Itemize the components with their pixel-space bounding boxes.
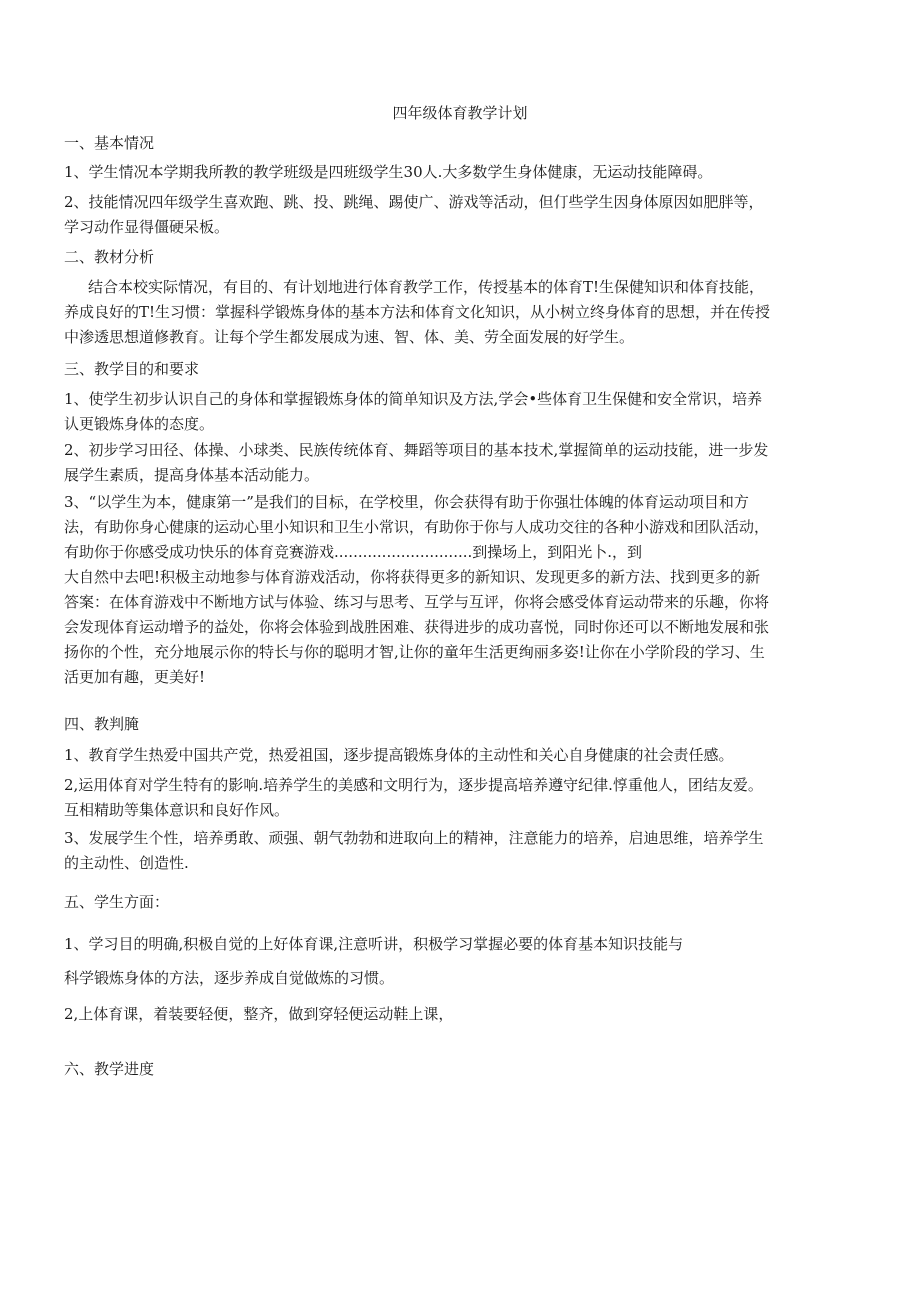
section-5-paragraph-1-line-2: 科学锻炼身体的方法，逐步养成自觉做炼的习惯。 bbox=[64, 969, 395, 987]
section-5-heading: 五、学生方面： bbox=[64, 893, 170, 911]
text-line: 互相精助等集体意识和良好作风。 bbox=[64, 801, 290, 819]
text-line: 的主动性、创造性. bbox=[64, 854, 189, 872]
text-line: 结合本校实际情况，有目的、有计划地进行体育教学工作，传授基本的体育T!生保健知识和体育技能， bbox=[88, 278, 765, 296]
section-4-paragraph-1: 1、教育学生热爱中国共产党，热爱祖国，逐步提高锻炼身体的主动性和关心自身健康的社会责任感。 bbox=[64, 746, 734, 764]
section-3-heading: 三、教学目的和要求 bbox=[64, 360, 200, 378]
section-4-paragraph-3 bbox=[64, 826, 864, 876]
text-line: 2,运用体育对学生特有的影响.培养学生的美感和文明行为，逐步提高培养遵守纪律.惇重他人，团结友爱。 bbox=[64, 776, 763, 794]
text-line: 养成良好的T!生习惯：掌握科学锻炼身体的基本方法和体育文化知识，从小树立终身体育的思想，并在传授 bbox=[64, 303, 771, 321]
text-line: 认更锻炼身体的态度。 bbox=[64, 415, 215, 433]
section-6-heading: 六、教学进度 bbox=[64, 1060, 155, 1078]
text-line: 1、使学生初步认识自己的身体和掌握锻炼身体的简单知识及方法,学会•些体育卫生保健和安全常识，培养 bbox=[64, 390, 763, 408]
text-line: 会发现体育运动增予的益处，你将会体验到战胜困难、获得进步的成功喜悦，同时你还可以不断地发展和张 bbox=[64, 618, 770, 636]
text-line: 展学生素质，提高身体基本活动能力。 bbox=[64, 466, 320, 484]
section-1-heading: 一、基本情况 bbox=[64, 134, 155, 152]
text-line: 学习动作显得僵硬呆板。 bbox=[64, 218, 230, 236]
section-4-heading: 四、教判腌 bbox=[64, 715, 140, 733]
section-2-paragraph bbox=[64, 275, 864, 350]
text-line: 活更加有趣，更美好! bbox=[64, 668, 206, 686]
section-5-paragraph-1-line-1: 1、学习目的明确,积极自觉的上好体育课,注意听讲，积极学习掌握必要的体育基本知识技能与 bbox=[64, 935, 684, 953]
text-line: 法，有助你身心健康的运动心里小知识和卫生小常识，有助你于你与人成功交往的各种小游戏和团队活动， bbox=[64, 518, 770, 536]
text-line: 有助你于你感受成功快乐的体育竞赛游戏.............................到操场上，到阳光卜.，到 bbox=[64, 543, 643, 561]
section-3-paragraph-1 bbox=[64, 387, 864, 437]
section-1-paragraph-2 bbox=[64, 190, 864, 240]
section-3-paragraph-3 bbox=[64, 490, 864, 690]
section-2-heading: 二、教材分析 bbox=[64, 248, 155, 266]
text-line: 3、“以学生为本，健康第一”是我们的目标，在学校里，你会获得有助于你强壮体魄的体育运动项目和方 bbox=[64, 493, 749, 511]
text-line: 3、发展学生个性，培养勇敢、顽强、朝气勃勃和进取向上的精神，注意能力的培养，启迪思维，培养学生 bbox=[64, 829, 764, 847]
text-line: 大自然中去吧!积极主动地参与体育游戏活动，你将获得更多的新知识、发现更多的新方法、找到更多的新 bbox=[64, 568, 761, 586]
section-1-paragraph-1: 1、学生情况本学期我所教的教学班级是四班级学生30人.大多数学生身体健康，无运动技能障碍。 bbox=[64, 163, 713, 181]
section-5-paragraph-2: 2,上体育课，着装要轻便，整齐，做到穿轻便运动鞋上课， bbox=[64, 1005, 454, 1023]
text-line: 中渗透思想道修教育。让每个学生都发展成为速、智、体、美、劳全面发展的好学生。 bbox=[64, 328, 635, 346]
section-4-paragraph-2 bbox=[64, 773, 864, 823]
text-line: 2、技能情况四年级学生喜欢跑、跳、投、跳绳、踢使广、游戏等活动，但仃些学生因身体原因如肥胖等， bbox=[64, 193, 764, 211]
text-line: 答案：在体育游戏中不断地方试与体验、练习与思考、互学与互评，你将会感受体育运动带来的乐趣，你将 bbox=[64, 593, 770, 611]
section-3-paragraph-2 bbox=[64, 438, 864, 488]
text-line: 2、初步学习田径、体操、小球类、民族传统体育、舞蹈等项目的基本技术,掌握简单的运动技能，进一步发 bbox=[64, 441, 769, 459]
text-line: 扬你的个性，充分地展示你的特长与你的聪明才智,让你的童年生活更绚丽多姿!让你在小学阶段的学习、生 bbox=[64, 643, 765, 661]
document-title: 四年级体育教学计划 bbox=[392, 104, 528, 122]
